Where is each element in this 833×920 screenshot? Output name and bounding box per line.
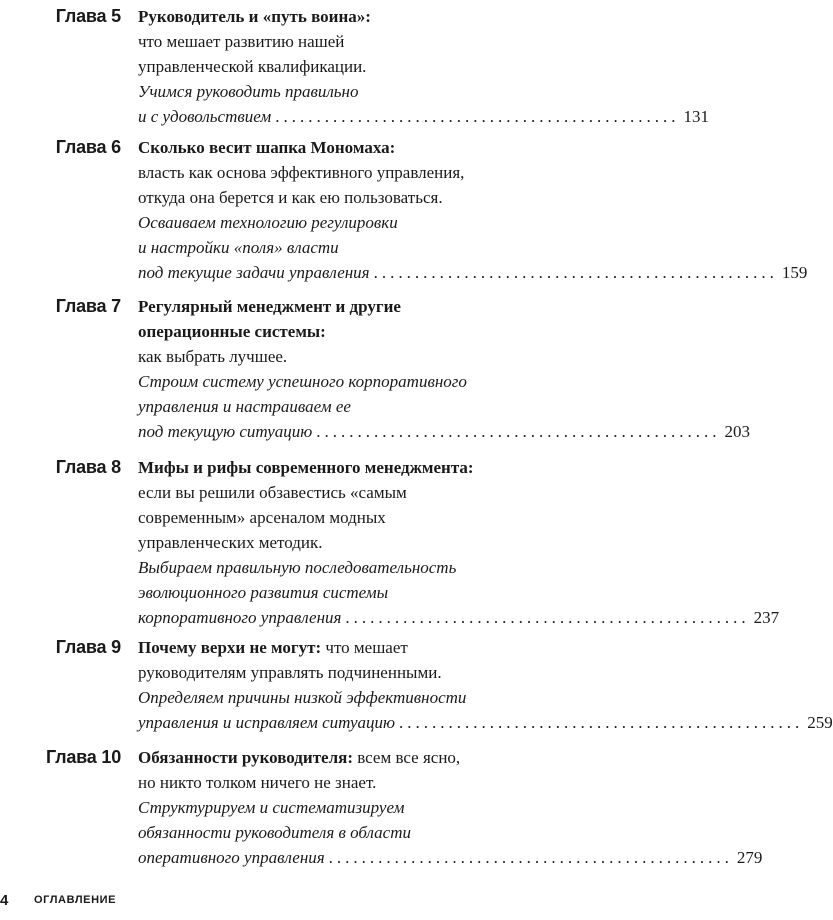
chapter-label: Глава 6: [55, 137, 121, 157]
dot-leader: .................................................: [275, 107, 680, 126]
leader-line[interactable]: [138, 710, 833, 735]
page-number: 237: [753, 608, 780, 627]
chapter-description: [138, 135, 808, 285]
chapter-summary: Осваиваем технологию регулировки: [138, 213, 398, 232]
chapter-summary: под текущие задачи управления: [138, 263, 370, 282]
chapter-summary: и с удовольствием: [138, 107, 272, 126]
chapter-subtitle: но никто толком ничего не знает.: [138, 773, 377, 792]
chapter-subtitle: современным» арсеналом модных: [138, 508, 386, 527]
chapter-description: [138, 455, 780, 630]
chapter-subtitle: управленческой квалификации.: [138, 57, 367, 76]
page-number: 159: [781, 263, 808, 282]
page-number: 259: [807, 713, 833, 732]
chapter-summary: Строим систему успешного корпоративного: [138, 372, 467, 391]
chapter-label: Глава 7: [55, 296, 121, 316]
chapter-summary: Структурируем и систематизируем: [138, 798, 405, 817]
chapter-subtitle: если вы решили обзавестись «самым: [138, 483, 407, 502]
page-footer: [0, 892, 534, 916]
dot-leader: .................................................: [399, 713, 804, 732]
chapter-summary: эволюционного развития системы: [138, 583, 389, 602]
dot-leader: .................................................: [316, 422, 721, 441]
chapter-subtitle: что мешает: [321, 638, 408, 657]
chapter-summary: корпоративного управления: [138, 608, 342, 627]
chapter-description: [138, 635, 833, 735]
chapter-description: [138, 745, 763, 870]
page-number: 279: [736, 848, 763, 867]
chapter-title: Регулярный менеджмент и другие: [138, 297, 401, 316]
dot-leader: .................................................: [345, 608, 750, 627]
leader-line[interactable]: [138, 419, 751, 444]
folio-number: 4: [0, 892, 9, 909]
chapter-description: [138, 294, 751, 444]
chapter-label: Глава 5: [55, 6, 121, 26]
chapter-title: Почему верхи не могут:: [138, 638, 322, 657]
chapter-title: Руководитель и «путь воина»:: [138, 7, 371, 26]
chapter-subtitle: что мешает развитию нашей: [138, 32, 345, 51]
running-title: ОГЛАВЛЕНИЕ: [34, 894, 117, 906]
chapter-label: Глава 10: [45, 747, 121, 767]
chapter-subtitle: управленческих методик.: [138, 533, 323, 552]
page-number: 131: [683, 107, 709, 126]
chapter-description: [138, 4, 709, 129]
chapter-summary: управления и настраиваем ее: [138, 397, 351, 416]
chapter-summary: оперативного управления: [138, 848, 325, 867]
dot-leader: .................................................: [373, 263, 778, 282]
chapter-summary: Определяем причины низкой эффективности: [138, 688, 467, 707]
chapter-subtitle: руководителям управлять подчиненными.: [138, 663, 442, 682]
dot-leader: .................................................: [328, 848, 733, 867]
chapter-summary: Учимся руководить правильно: [138, 82, 359, 101]
chapter-summary: и настройки «поля» власти: [138, 238, 339, 257]
chapter-summary: обязанности руководителя в области: [138, 823, 411, 842]
chapter-label: Глава 9: [55, 637, 121, 657]
leader-line[interactable]: [138, 260, 808, 285]
chapter-title: Мифы и рифы современного менеджмента:: [138, 458, 474, 477]
chapter-summary: Выбираем правильную последовательность: [138, 558, 457, 577]
chapter-title: Сколько весит шапка Мономаха:: [138, 138, 396, 157]
chapter-subtitle: власть как основа эффективного управления,: [138, 163, 465, 182]
chapter-label: Глава 8: [55, 457, 121, 477]
chapter-subtitle: как выбрать лучшее.: [138, 347, 288, 366]
page-number: 203: [724, 422, 751, 441]
chapter-subtitle: всем все ясно,: [353, 748, 461, 767]
chapter-summary: под текущую ситуацию: [138, 422, 313, 441]
chapter-title: операционные системы:: [138, 322, 326, 341]
leader-line[interactable]: [138, 845, 763, 870]
chapter-summary: управления и исправляем ситуацию: [138, 713, 396, 732]
chapter-subtitle: откуда она берется и как ею пользоваться.: [138, 188, 443, 207]
chapter-title: Обязанности руководителя:: [138, 748, 353, 767]
leader-line[interactable]: [138, 104, 709, 129]
leader-line[interactable]: [138, 605, 780, 630]
